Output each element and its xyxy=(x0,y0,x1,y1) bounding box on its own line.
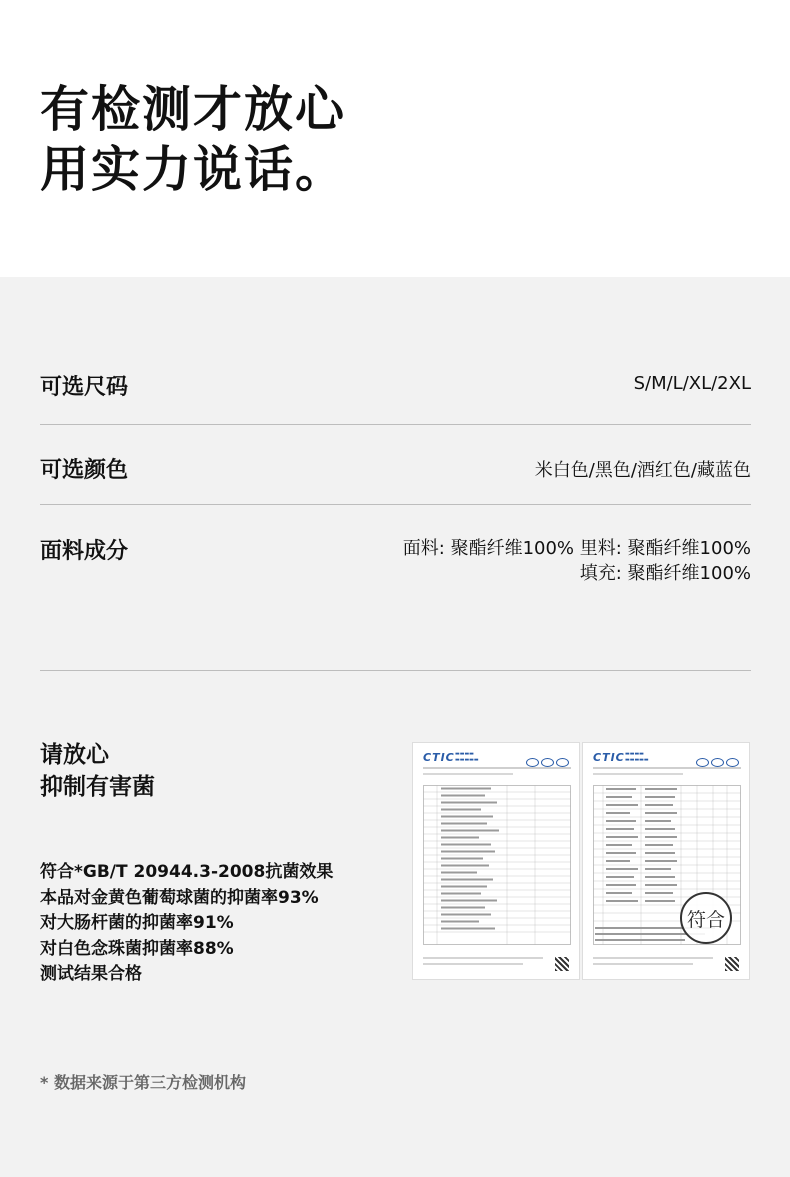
antibacterial-title-line1: 请放心 xyxy=(40,742,109,768)
footnote: * 数据来源于第三方检测机构 xyxy=(40,1073,246,1092)
hero-section xyxy=(0,0,790,277)
report-footer-line xyxy=(423,957,543,959)
result-line: 测试结果合格 xyxy=(40,964,142,984)
report-meta-line xyxy=(593,773,683,775)
report-meta-line xyxy=(423,773,513,775)
report-table-graphic xyxy=(423,785,571,945)
qr-code-icon xyxy=(555,957,569,971)
report-footer-line xyxy=(593,957,713,959)
antibacterial-title-line2: 抑制有害菌 xyxy=(40,774,155,800)
qr-code-icon xyxy=(725,957,739,971)
report-logo: CTIC xyxy=(423,751,455,764)
report-logo-subtitle-graphic: ▬▬▬▬ ▬▬▬▬▬ xyxy=(455,751,479,763)
spec-value-color: 米白色/黑色/酒红色/藏蓝色 xyxy=(534,460,751,481)
report-logo: CTIC xyxy=(593,751,625,764)
spec-label-color: 可选颜色 xyxy=(40,458,129,483)
hero-title-line2: 用实力说话。 xyxy=(40,141,347,198)
spec-value-fabric-line2: 填充: 聚酯纤维100% xyxy=(579,563,751,584)
report-meta-line xyxy=(423,767,571,769)
test-report-image-1 xyxy=(412,742,580,980)
report-meta-line xyxy=(593,767,741,769)
spec-value-size: S/M/L/XL/2XL xyxy=(633,373,751,394)
antibacterial-results xyxy=(40,860,333,988)
spec-row-fabric xyxy=(40,534,751,584)
divider xyxy=(40,670,751,671)
result-line: 本品对金黄色葡萄球菌的抑菌率93% xyxy=(40,887,319,908)
report-logo-subtitle-graphic: ▬▬▬▬ ▬▬▬▬▬ xyxy=(625,751,649,763)
pass-stamp: 符合 xyxy=(680,892,732,944)
spec-row-size xyxy=(40,370,751,400)
result-line: 对白色念珠菌抑菌率88% xyxy=(40,938,234,959)
hero-title-line1: 有检测才放心 xyxy=(40,81,347,138)
divider xyxy=(40,424,751,425)
divider xyxy=(40,504,751,505)
result-line: 对大肠杆菌的抑菌率91% xyxy=(40,913,234,933)
report-footer-line xyxy=(423,963,523,965)
spec-row-color xyxy=(40,453,751,483)
report-footer-line xyxy=(593,963,693,965)
spec-label-fabric: 面料成分 xyxy=(40,539,129,564)
spec-value-fabric-line1: 面料: 聚酯纤维100% 里料: 聚酯纤维100% xyxy=(402,538,751,559)
result-line: 符合*GB/T 20944.3-2008抗菌效果 xyxy=(40,862,334,882)
test-report-image-2 xyxy=(582,742,750,980)
spec-label-size: 可选尺码 xyxy=(40,375,129,400)
